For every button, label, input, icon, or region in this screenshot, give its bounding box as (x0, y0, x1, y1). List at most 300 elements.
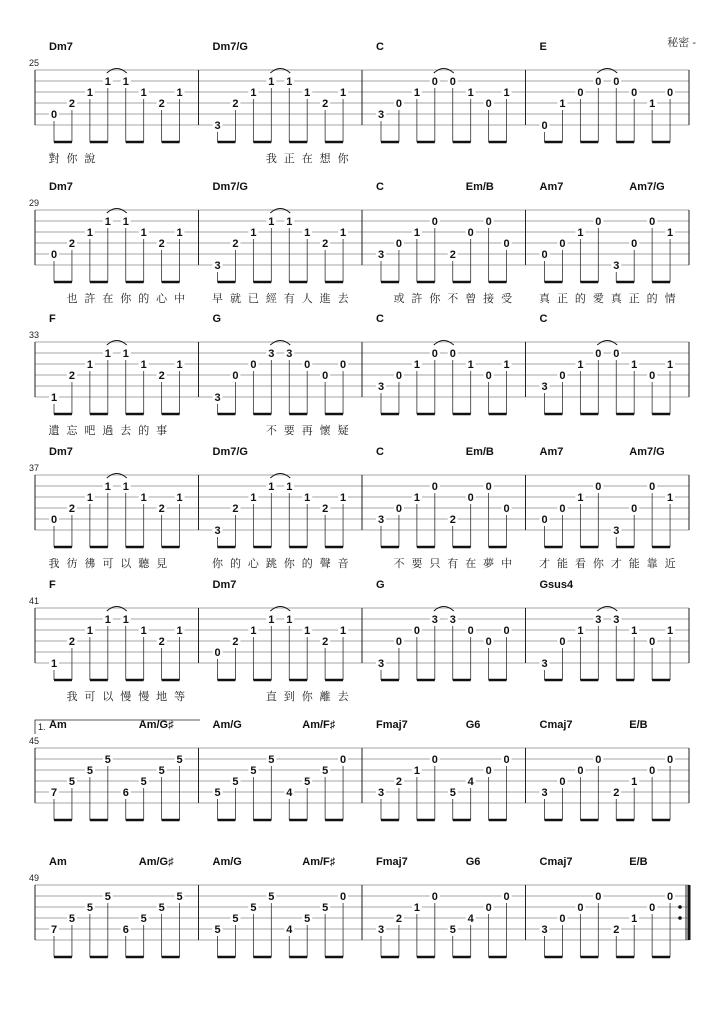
fret-number: 2 (158, 370, 165, 382)
fret-number: 2 (68, 370, 75, 382)
fret-number: 1 (268, 216, 275, 228)
lyric-char: 心 (156, 292, 168, 305)
fret-number: 1 (631, 776, 638, 788)
fret-number: 1 (122, 348, 129, 360)
tie-arc (107, 69, 127, 74)
chord-name: Am7/G (629, 181, 665, 193)
fret-number: 3 (541, 924, 548, 936)
fret-number: 0 (595, 76, 602, 88)
fret-number: 0 (485, 98, 492, 110)
volta-label: 1. (38, 722, 46, 732)
tie-arc (107, 474, 127, 479)
song-title: 秘密 - (667, 37, 696, 49)
fret-number: 0 (431, 481, 438, 493)
fret-number: 0 (503, 754, 510, 766)
tie-arc (270, 209, 290, 214)
fret-number: 4 (467, 776, 474, 788)
lyric-char: 正 (556, 292, 568, 305)
chord-name: Am/F♯ (302, 719, 336, 731)
fret-number: 0 (577, 87, 584, 99)
fret-number: 0 (395, 503, 402, 515)
lyric-char: 有 (447, 557, 459, 570)
lyric-char: 的 (138, 424, 150, 437)
chord-name: F (49, 579, 56, 591)
fret-number: 1 (122, 481, 129, 493)
fret-number: 1 (413, 359, 420, 371)
tie-arc (107, 607, 127, 612)
fret-number: 1 (250, 227, 257, 239)
fret-number: 0 (667, 891, 674, 903)
fret-number: 5 (214, 787, 221, 799)
lyric-char: 近 (664, 557, 676, 570)
fret-number: 1 (122, 216, 129, 228)
fret-number: 0 (395, 370, 402, 382)
lyric-char: 在 (465, 557, 477, 570)
fret-number: 1 (122, 76, 129, 88)
fret-number: 1 (286, 481, 293, 493)
fret-number: 1 (104, 481, 111, 493)
fret-number: 5 (268, 754, 275, 766)
fret-number: 2 (158, 636, 165, 648)
fret-number: 1 (304, 625, 311, 637)
fret-number: 1 (413, 902, 420, 914)
lyric-char: 你 (337, 152, 349, 165)
chord-name: G6 (465, 856, 481, 868)
lyric-char: 曾 (465, 292, 477, 305)
fret-number: 0 (667, 87, 674, 99)
fret-number: 5 (322, 765, 329, 777)
fret-number: 1 (413, 227, 420, 239)
lyric-char: 也 (66, 292, 78, 305)
fret-number: 0 (595, 348, 602, 360)
fret-number: 3 (377, 514, 385, 526)
fret-number: 5 (449, 924, 456, 936)
fret-number: 5 (250, 765, 257, 777)
lyric-char: 以 (102, 690, 114, 703)
fret-number: 0 (304, 359, 311, 371)
tie-arc (597, 69, 617, 74)
chord-name: E/B (629, 856, 648, 868)
fret-number: 0 (485, 636, 492, 648)
fret-number: 1 (86, 359, 93, 371)
fret-number: 2 (322, 503, 329, 515)
chord-name: Am/G (212, 719, 242, 731)
chord-name: Am/G♯ (138, 856, 174, 868)
fret-number: 6 (122, 787, 129, 799)
chord-name: G (212, 313, 222, 325)
lyric-char: 你 (429, 292, 441, 305)
lyric-char: 聽 (138, 557, 150, 570)
chord-name: Dm7 (49, 446, 73, 458)
tie-arc (434, 607, 454, 612)
chord-name: Am/F♯ (302, 856, 336, 868)
fret-number: 1 (268, 76, 275, 88)
fret-number: 2 (322, 98, 329, 110)
fret-number: 3 (377, 109, 385, 121)
fret-number: 5 (232, 913, 239, 925)
fret-number: 1 (340, 227, 347, 239)
fret-number: 1 (577, 227, 584, 239)
fret-number: 1 (286, 614, 293, 626)
fret-number: 5 (214, 924, 221, 936)
fret-number: 1 (176, 625, 183, 637)
lyric-char: 中 (501, 557, 513, 570)
lyric-char: 你 (301, 690, 313, 703)
lyric-char: 早 (212, 292, 223, 305)
fret-number: 2 (158, 98, 165, 110)
tie-arc (434, 69, 454, 74)
fret-number: 1 (122, 614, 129, 626)
lyric-char: 真 (610, 292, 622, 305)
fret-number: 1 (140, 359, 147, 371)
fret-number: 1 (286, 76, 293, 88)
fret-number: 1 (104, 614, 111, 626)
fret-number: 2 (68, 503, 75, 515)
fret-number: 1 (631, 913, 638, 925)
tie-arc (434, 341, 454, 346)
fret-number: 1 (250, 492, 257, 504)
fret-number: 0 (503, 503, 510, 515)
fret-number: 3 (214, 392, 221, 404)
fret-number: 5 (86, 765, 93, 777)
lyric-char: 能 (628, 557, 640, 570)
lyric-char: 事 (156, 424, 168, 437)
lyric-char: 跳 (265, 557, 277, 570)
lyric-char: 接 (483, 292, 495, 305)
chord-name: Dm7 (49, 181, 73, 193)
fret-number: 0 (649, 481, 656, 493)
fret-number: 2 (232, 503, 239, 515)
lyric-char: 我 (265, 152, 277, 165)
lyric-char: 的 (301, 557, 313, 570)
fret-number: 1 (631, 625, 638, 637)
lyric-char: 心 (247, 557, 259, 570)
lyric-char: 人 (301, 292, 313, 305)
fret-number: 0 (431, 216, 438, 228)
lyric-char: 已 (247, 292, 259, 305)
fret-number: 0 (395, 238, 402, 250)
lyric-char: 彿 (84, 557, 96, 570)
fret-number: 1 (577, 625, 584, 637)
fret-number: 5 (68, 776, 75, 788)
fret-number: 5 (158, 765, 165, 777)
lyric-char: 慢 (138, 690, 150, 703)
chord-name: Am7 (539, 181, 564, 193)
lyric-char: 不 (447, 292, 459, 305)
fret-number: 0 (541, 120, 548, 132)
lyric-char: 的 (574, 292, 586, 305)
fret-number: 1 (304, 492, 311, 504)
lyric-char: 要 (411, 557, 423, 570)
measure-number: 29 (29, 198, 40, 208)
fret-number: 5 (104, 891, 111, 903)
fret-number: 1 (667, 492, 674, 504)
chord-name: Em/B (465, 446, 494, 458)
fret-number: 1 (667, 227, 674, 239)
lyric-char: 的 (138, 292, 150, 305)
chord-name: C (539, 313, 548, 325)
fret-number: 1 (667, 359, 674, 371)
fret-number: 2 (395, 913, 402, 925)
lyric-char: 說 (84, 152, 96, 165)
lyric-char: 過 (102, 424, 114, 437)
lyric-char: 去 (337, 690, 349, 703)
fret-number: 0 (541, 514, 548, 526)
fret-number: 1 (340, 625, 347, 637)
chord-name: Am/G (212, 856, 242, 868)
fret-number: 1 (413, 492, 420, 504)
chord-name: Cmaj7 (539, 719, 573, 731)
fret-number: 1 (50, 392, 58, 404)
fret-number: 2 (68, 636, 75, 648)
lyric-char: 到 (283, 690, 295, 703)
fret-number: 1 (86, 227, 93, 239)
fret-number: 0 (649, 902, 656, 914)
fret-number: 1 (176, 227, 183, 239)
chord-name: Am7/G (629, 446, 665, 458)
fret-number: 0 (631, 87, 638, 99)
fret-number: 0 (431, 348, 438, 360)
fret-number: 1 (577, 359, 584, 371)
fret-number: 1 (140, 87, 147, 99)
tie-arc (597, 341, 617, 346)
chord-name: C (376, 313, 384, 325)
lyric-char: 可 (84, 690, 96, 703)
lyric-char: 看 (574, 557, 586, 570)
fret-number: 0 (395, 636, 402, 648)
fret-number: 0 (485, 765, 492, 777)
fret-number: 0 (214, 647, 221, 659)
fret-number: 3 (286, 348, 293, 360)
fret-number: 0 (559, 370, 566, 382)
lyric-char: 你 (283, 557, 295, 570)
lyric-char: 在 (102, 292, 114, 305)
fret-number: 5 (449, 787, 456, 799)
fret-number: 0 (467, 227, 474, 239)
fret-number: 0 (50, 109, 58, 121)
fret-number: 2 (68, 238, 75, 250)
lyric-char: 正 (283, 152, 295, 165)
fret-number: 2 (395, 776, 402, 788)
fret-number: 2 (449, 249, 456, 261)
fret-number: 1 (413, 87, 420, 99)
fret-number: 3 (214, 525, 221, 537)
fret-number: 5 (104, 754, 111, 766)
lyric-char: 音 (337, 557, 349, 570)
lyric-char: 受 (501, 292, 513, 305)
fret-number: 5 (86, 902, 93, 914)
lyric-char: 許 (84, 292, 96, 305)
fret-number: 0 (613, 348, 620, 360)
fret-number: 4 (286, 787, 293, 799)
tie-arc (107, 341, 127, 346)
fret-number: 0 (449, 76, 456, 88)
fret-number: 0 (431, 891, 438, 903)
fret-number: 0 (467, 492, 474, 504)
lyric-char: 要 (283, 424, 295, 437)
fret-number: 0 (485, 216, 492, 228)
fret-number: 3 (431, 614, 438, 626)
fret-number: 0 (431, 754, 438, 766)
fret-number: 0 (613, 76, 620, 88)
fret-number: 1 (268, 481, 275, 493)
chord-name: Dm7 (212, 579, 237, 591)
fret-number: 5 (232, 776, 239, 788)
lyric-char: 許 (411, 292, 423, 305)
lyric-char: 正 (628, 292, 640, 305)
chord-name: G (376, 579, 385, 591)
fret-number: 2 (232, 636, 239, 648)
lyric-char: 我 (48, 557, 60, 570)
lyric-char: 你 (212, 557, 223, 570)
fret-number: 7 (50, 787, 58, 799)
lyric-char: 的 (646, 292, 658, 305)
fret-number: 0 (485, 902, 492, 914)
lyric-char: 不 (393, 557, 405, 570)
chord-name: E/B (629, 719, 648, 731)
fret-number: 1 (86, 87, 93, 99)
lyric-char: 想 (319, 152, 331, 165)
fret-number: 0 (395, 98, 402, 110)
lyric-char: 才 (539, 557, 550, 570)
measure-number: 33 (29, 330, 40, 340)
fret-number: 1 (649, 98, 656, 110)
chord-name: Am (49, 719, 67, 731)
chord-name: Dm7/G (212, 446, 248, 458)
fret-number: 0 (649, 765, 656, 777)
lyric-char: 進 (319, 292, 331, 305)
lyric-char: 懷 (319, 424, 331, 437)
fret-number: 1 (250, 87, 257, 99)
lyric-char: 去 (120, 424, 132, 437)
lyric-char: 或 (393, 292, 405, 305)
lyric-char: 你 (592, 557, 604, 570)
fret-number: 3 (541, 787, 548, 799)
fret-number: 3 (377, 381, 385, 393)
lyric-char: 疑 (337, 424, 349, 437)
fret-number: 1 (503, 359, 510, 371)
fret-number: 0 (595, 216, 602, 228)
fret-number: 0 (649, 636, 656, 648)
chord-name: Fmaj7 (376, 719, 408, 731)
lyric-char: 你 (120, 292, 132, 305)
fret-number: 1 (268, 614, 275, 626)
fret-number: 3 (613, 260, 620, 272)
tie-arc (270, 341, 290, 346)
fret-number: 3 (214, 120, 221, 132)
lyric-char: 中 (174, 292, 186, 305)
fret-number: 0 (340, 891, 347, 903)
lyric-char: 你 (66, 152, 78, 165)
fret-number: 0 (322, 370, 329, 382)
fret-number: 5 (250, 902, 257, 914)
repeat-dot (678, 905, 682, 909)
lyric-char: 可 (102, 557, 114, 570)
lyric-char: 有 (283, 292, 295, 305)
chord-name: Dm7/G (212, 41, 248, 53)
fret-number: 2 (232, 238, 239, 250)
fret-number: 1 (104, 76, 111, 88)
fret-number: 5 (140, 776, 147, 788)
fret-number: 0 (431, 76, 438, 88)
lyric-char: 我 (66, 690, 78, 703)
fret-number: 0 (232, 370, 239, 382)
fret-number: 1 (50, 658, 58, 670)
fret-number: 0 (559, 776, 566, 788)
fret-number: 0 (413, 625, 420, 637)
tie-arc (270, 607, 290, 612)
fret-number: 0 (340, 359, 347, 371)
lyric-char: 見 (156, 557, 168, 570)
repeat-dot (678, 916, 682, 920)
fret-number: 3 (377, 924, 385, 936)
chord-name: Am7 (539, 446, 564, 458)
fret-number: 0 (595, 481, 602, 493)
fret-number: 3 (377, 249, 385, 261)
lyric-char: 聲 (319, 557, 331, 570)
fret-number: 0 (485, 481, 492, 493)
fret-number: 0 (559, 503, 566, 515)
measure-number: 25 (29, 58, 40, 68)
fret-number: 1 (176, 492, 183, 504)
fret-number: 2 (322, 238, 329, 250)
fret-number: 1 (631, 359, 638, 371)
fret-number: 3 (541, 381, 548, 393)
fret-number: 0 (50, 249, 58, 261)
lyric-char: 對 (48, 152, 60, 165)
fret-number: 3 (214, 260, 221, 272)
fret-number: 1 (503, 87, 510, 99)
tie-arc (270, 474, 290, 479)
fret-number: 0 (449, 348, 456, 360)
lyric-char: 就 (229, 292, 241, 305)
fret-number: 5 (140, 913, 147, 925)
fret-number: 1 (467, 359, 474, 371)
fret-number: 3 (449, 614, 456, 626)
fret-number: 0 (631, 238, 638, 250)
fret-number: 0 (467, 625, 474, 637)
fret-number: 1 (104, 216, 111, 228)
lyric-char: 的 (229, 557, 241, 570)
fret-number: 3 (377, 658, 385, 670)
fret-number: 0 (595, 754, 602, 766)
lyric-char: 只 (429, 557, 441, 570)
fret-number: 5 (68, 913, 75, 925)
fret-number: 0 (667, 754, 674, 766)
fret-number: 0 (503, 891, 510, 903)
fret-number: 1 (413, 765, 420, 777)
lyric-char: 靠 (646, 557, 658, 570)
fret-number: 0 (631, 503, 638, 515)
fret-number: 4 (286, 924, 293, 936)
chord-name: Cmaj7 (539, 856, 573, 868)
lyric-char: 經 (265, 292, 277, 305)
fret-number: 4 (467, 913, 474, 925)
lyric-char: 地 (156, 690, 168, 703)
lyric-char: 離 (319, 690, 331, 703)
fret-number: 3 (595, 614, 602, 626)
fret-number: 3 (613, 614, 620, 626)
tie-arc (597, 607, 617, 612)
chord-name: C (376, 41, 384, 53)
lyric-char: 在 (301, 152, 313, 165)
fret-number: 0 (559, 238, 566, 250)
fret-number: 2 (158, 238, 165, 250)
chord-name: Am/G♯ (138, 719, 174, 731)
lyric-char: 才 (610, 557, 622, 570)
fret-number: 3 (377, 787, 385, 799)
fret-number: 5 (268, 891, 275, 903)
